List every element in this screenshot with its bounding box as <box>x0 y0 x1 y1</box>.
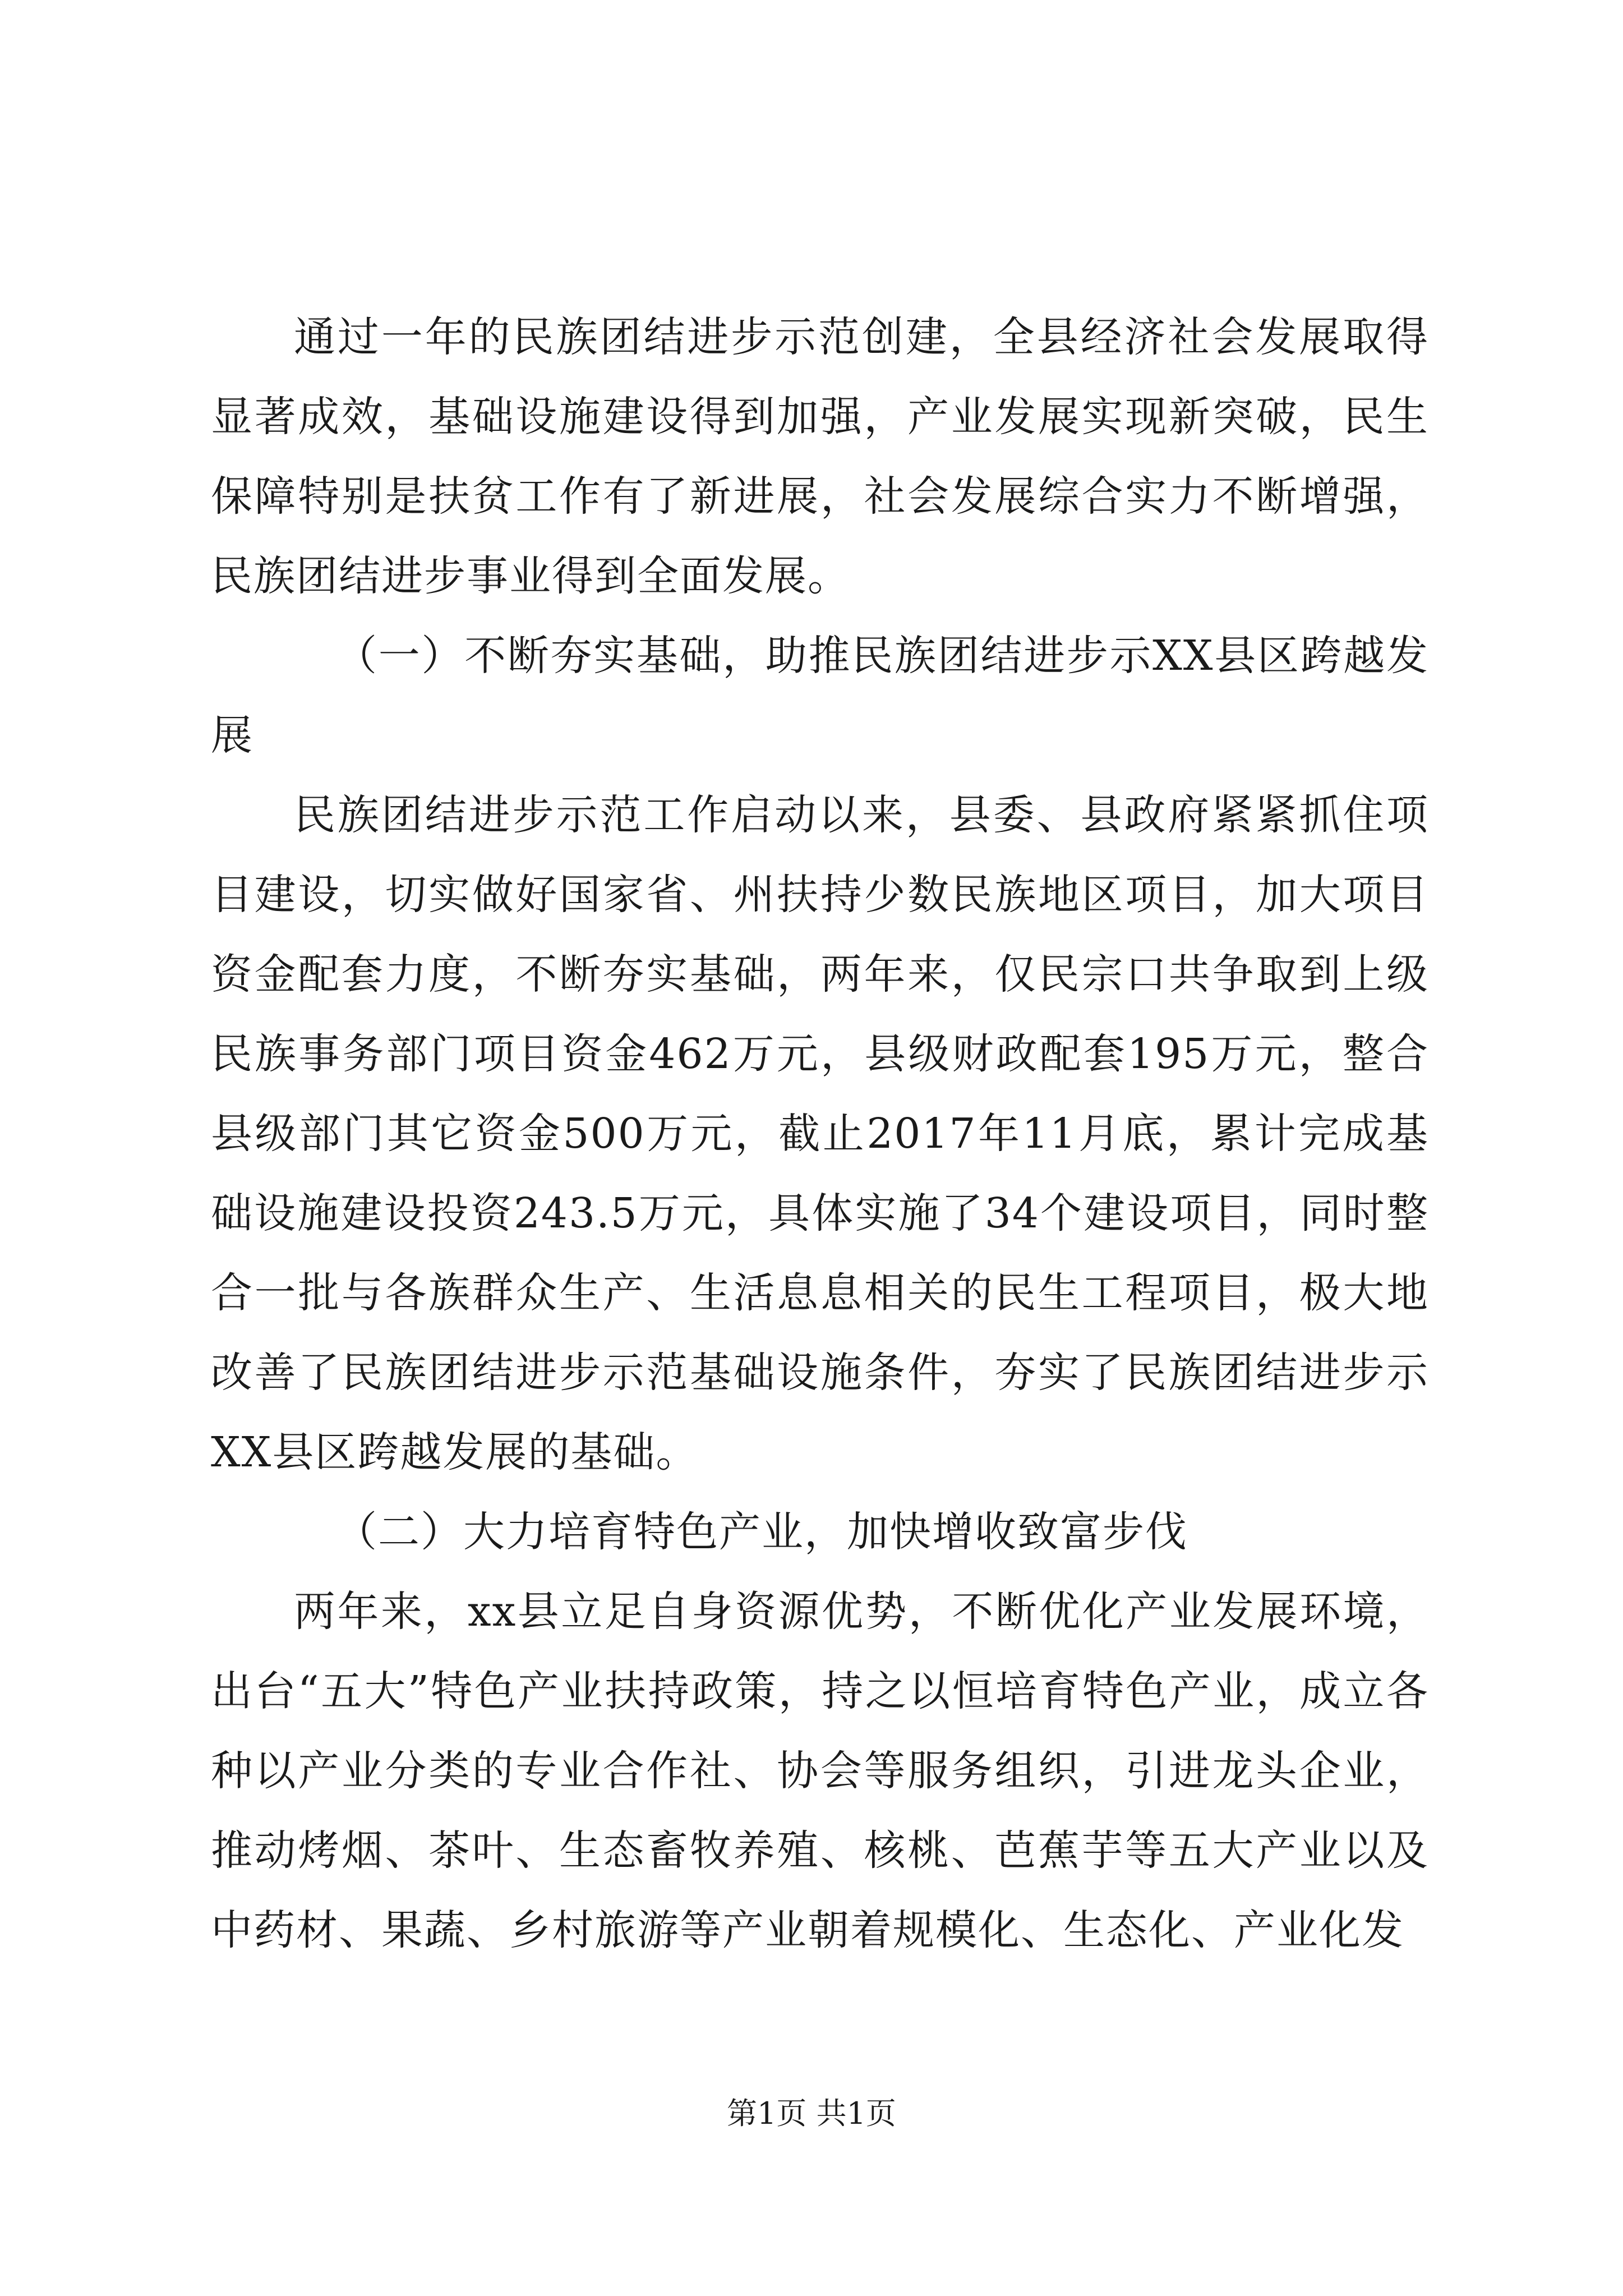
paragraph-summary: 通过一年的民族团结进步示范创建，全县经济社会发展取得显著成效，基础设施建设得到加强，产业发展实现新突破，民生保障特别是扶贫工作有了新进展，社会发展综合实力不断增强，民族团结进步事业得到全面发展。 <box>211 313 1429 600</box>
section-heading-1: （一）不断夯实基础，助推民族团结进步示XX县区跨越发展 <box>211 632 1429 760</box>
page-footer: 第1页 共1页 <box>727 2096 896 2131</box>
paragraph-industry: 两年来，xx县立足自身资源优势，不断优化产业发展环境，出台“五大”特色产业扶持政策，持之以恒培育特色产业，成立各种以产业分类的专业合作社、协会等服务组织，引进龙头企业，推动烤烟、茶叶、生态畜牧养殖、核桃、芭蕉芋等五大产业以及中药材、果蔬、乡村旅游等产业朝着规模化、生态化、产业化发 <box>211 1588 1429 1954</box>
section-heading-2: （二）大力培育特色产业，加快增收致富步伐 <box>335 1508 1188 1556</box>
paragraph-infrastructure: 民族团结进步示范工作启动以来，县委、县政府紧紧抓住项目建设，切实做好国家省、州扶持少数民族地区项目，加大项目资金配套力度，不断夯实基础，两年来，仅民宗口共争取到上级民族事务部门项目资金462万元，县级财政配套195万元，整合县级部门其它资金500万元，截止2017年11月底，累计完成基础设施建设投资243.5万元，具体实施了34个建设项目，同时整合一批与各族群众生产、生活息息相关的民生工程项目，极大地改善了民族团结进步示范基础设施条件，夯实了民族团结进步示XX县区跨越发展的基础。 <box>211 791 1429 1476</box>
document-body <box>211 297 1429 1970</box>
